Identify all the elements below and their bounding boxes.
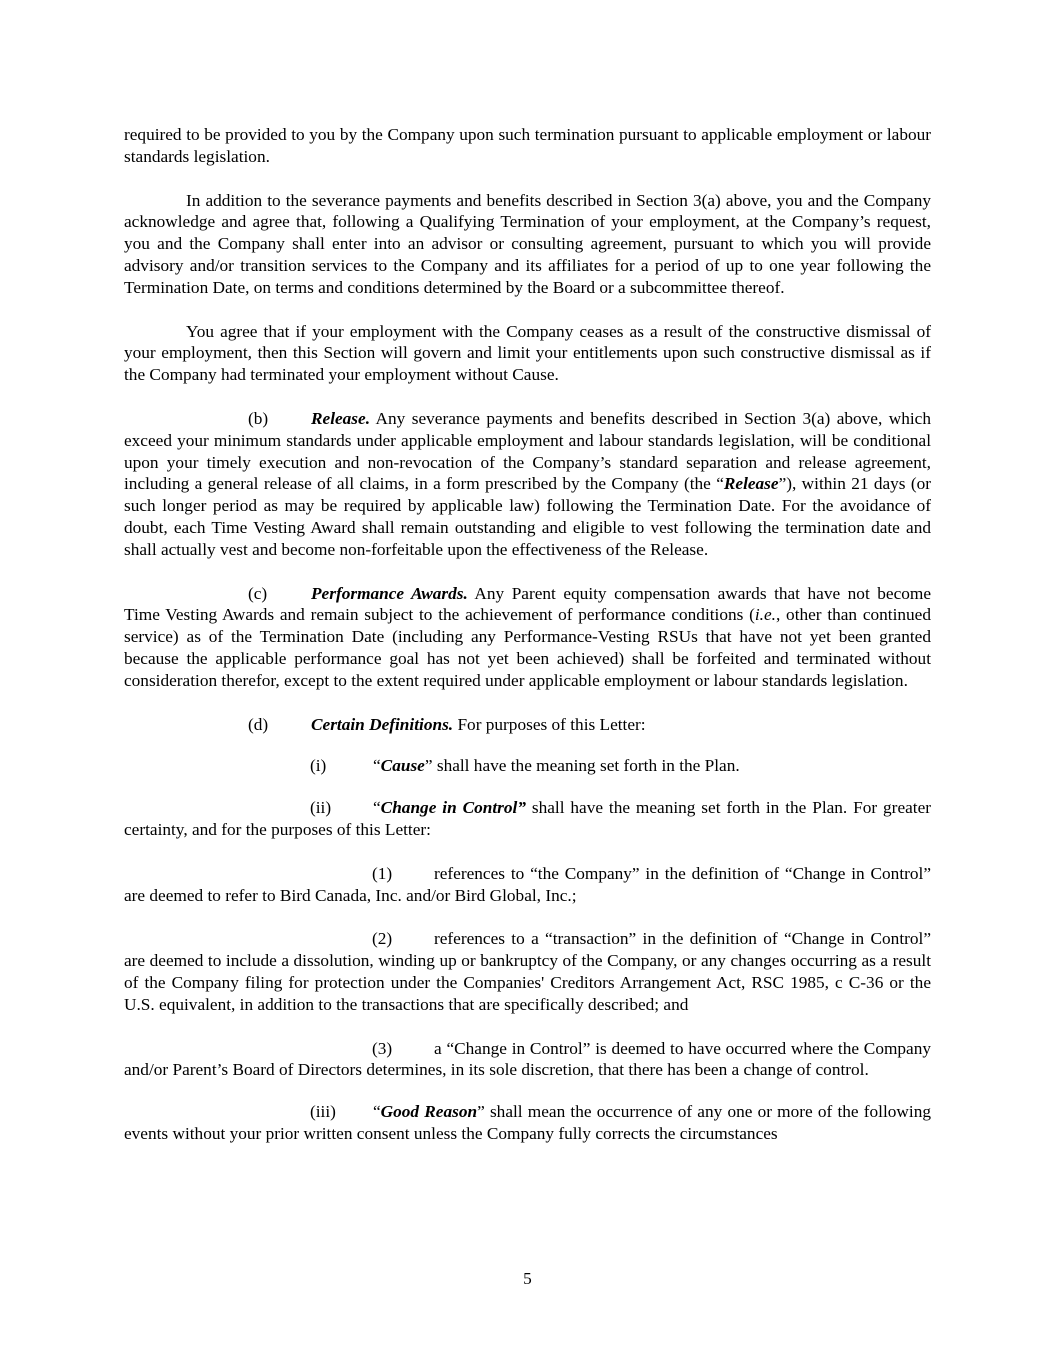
section-c-heading: Performance Awards. bbox=[311, 583, 468, 603]
definition-iii-text: ” shall mean the occurrence of any one or more of the following events without your prior written consent unless the Company fully corrects the circumstances bbox=[124, 1102, 931, 1143]
definition-good-reason bbox=[124, 1101, 931, 1145]
subclause-1-number: (1) bbox=[372, 863, 393, 883]
section-b-defined-term: Release bbox=[723, 474, 779, 494]
section-b-number: (b) bbox=[248, 408, 269, 428]
section-b-release bbox=[124, 408, 931, 561]
definition-i-term: Cause bbox=[380, 756, 425, 776]
section-d-definitions bbox=[124, 714, 931, 736]
paragraph-continuation: required to be provided to you by the Company upon such termination pursuant to applicable employment or labour standards legislation. bbox=[124, 125, 931, 166]
section-b-text-part2: ”), within 21 days (or such longer period as may be required by applicable law) following the Termination Date. For the avoidance of doubt, each Time Vesting Award shall remain outstanding and eligible to vest following the termination date and shall actually vest and become non-forfeitable upon the effectiveness of the Release. bbox=[124, 474, 931, 559]
definition-change-in-control bbox=[124, 797, 931, 841]
subclause-2-number: (2) bbox=[372, 929, 393, 949]
page-number: 5 bbox=[523, 1269, 532, 1288]
definition-iii-open-quote: “ bbox=[373, 1102, 381, 1122]
document-page bbox=[124, 124, 931, 1145]
section-c-ie: i.e. bbox=[754, 605, 776, 625]
definition-i-number: (i) bbox=[310, 756, 327, 776]
section-b-text-part1: Any severance payments and benefits described in Section 3(a) above, which exceed your minimum standards under applicable employment and labour standards legislation, will be conditional upon your timely execution and non-revocation of the Company’s standard separation and release agreement, including a general release of all claims, in a form prescribed by the Company (the “ bbox=[124, 408, 931, 494]
definition-ii-number: (ii) bbox=[310, 798, 332, 818]
definition-iii-term: Good Reason bbox=[380, 1102, 478, 1122]
subclause-3-text: a “Change in Control” is deemed to have occurred where the Company and/or Parent’s Board of Directors determines, in its sole discretion, that there has been a change of control. bbox=[124, 1038, 931, 1080]
subclause-1 bbox=[124, 863, 931, 907]
section-c-text-part2: , other than continued service) as of the Termination Date (including any Performance-Vesting RSUs that have not yet been granted because the applicable performance goal has not yet been achieved) shall be forfeited and terminated without consideration therefor, except to the extent required under applicable employment or labour standards legislation. bbox=[124, 605, 931, 690]
section-c-performance-awards bbox=[124, 583, 931, 692]
paragraph-constructive-dismissal: You agree that if your employment with the Company ceases as a result of the constructive dismissal of your employment, then this Section will govern and limit your entitlements upon such constructive dismissal as if the Company had terminated your employment without Cause. bbox=[124, 321, 931, 385]
section-d-heading: Certain Definitions. bbox=[311, 714, 454, 734]
definition-cause bbox=[124, 755, 931, 777]
section-c-number: (c) bbox=[248, 583, 268, 603]
definition-iii-number: (iii) bbox=[310, 1102, 336, 1122]
section-c-text-part1: Any Parent equity compensation awards that have not become Time Vesting Awards and remain subject to the achievement of performance conditions ( bbox=[124, 583, 932, 625]
subclause-3 bbox=[124, 1038, 931, 1082]
section-d-number: (d) bbox=[248, 714, 269, 734]
section-d-text: For purposes of this Letter: bbox=[453, 714, 646, 734]
subclause-2-text: references to a “transaction” in the definition of “Change in Control” are deemed to include a dissolution, winding up or bankruptcy of the Company, or any changes occurring as a result of the Company filing for protection under the Companies' Creditors Arrangement Act, RSC 1985, c C-36 or the U.S. equivalent, in addition to the transactions that are specifically described; and bbox=[124, 929, 931, 1014]
subclause-2 bbox=[124, 928, 931, 1015]
definition-ii-text: shall have the meaning set forth in the Plan. For greater certainty, and for the purposes of this Letter: bbox=[124, 798, 932, 839]
definition-i-text: ” shall have the meaning set forth in the Plan. bbox=[424, 756, 740, 776]
subclause-3-number: (3) bbox=[372, 1038, 393, 1058]
definition-ii-term: Change in Control” bbox=[380, 798, 526, 818]
definition-ii-open-quote: “ bbox=[373, 798, 381, 818]
definition-i-open-quote: “ bbox=[373, 756, 381, 776]
section-b-heading: Release. bbox=[311, 408, 371, 428]
paragraph-advisor-agreement: In addition to the severance payments and benefits described in Section 3(a) above, you and the Company acknowledge and agree that, following a Qualifying Termination of your employment, at the Company’s request, you and the Company shall enter into an advisor or consulting agreement, pursuant to which you will provide advisory and/or transition services to the Company and its affiliates for a period of up to one year following the Termination Date, on terms and conditions determined by the Board or a subcommittee thereof. bbox=[124, 190, 931, 297]
subclause-1-text: references to “the Company” in the definition of “Change in Control” are deemed to refer to Bird Canada, Inc. and/or Bird Global, Inc.; bbox=[124, 863, 931, 905]
